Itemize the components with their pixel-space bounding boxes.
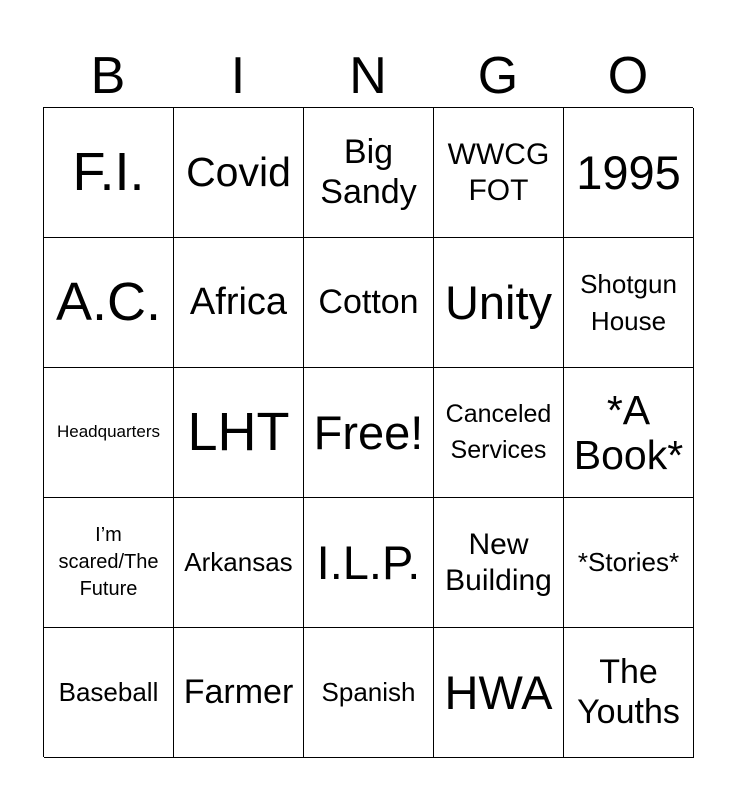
bingo-cell[interactable] bbox=[44, 498, 174, 628]
bingo-cell[interactable] bbox=[434, 628, 564, 758]
bingo-cell[interactable] bbox=[304, 628, 434, 758]
bingo-cell[interactable] bbox=[44, 368, 174, 498]
bingo-cell[interactable] bbox=[174, 368, 304, 498]
cell-label: Farmer bbox=[183, 672, 294, 711]
cell-label: Cotton bbox=[318, 282, 419, 321]
cell-label: *A Book* bbox=[573, 387, 684, 478]
header-letter-b: B bbox=[90, 47, 126, 105]
cell-label: Arkansas bbox=[184, 547, 293, 578]
header-letter-g: G bbox=[477, 47, 519, 105]
cell-label: WWCG FOT bbox=[447, 137, 550, 207]
bingo-cell[interactable] bbox=[174, 108, 304, 238]
cell-label: Big Sandy bbox=[320, 133, 417, 211]
bingo-cell[interactable] bbox=[434, 498, 564, 628]
bingo-cell[interactable] bbox=[44, 628, 174, 758]
cell-label: I’m scared/The Future bbox=[58, 524, 159, 600]
bingo-cell[interactable] bbox=[434, 368, 564, 498]
cell-label: Covid bbox=[186, 149, 291, 196]
bingo-cell[interactable] bbox=[174, 498, 304, 628]
header-letter-n: N bbox=[349, 47, 387, 105]
header-letter-i: I bbox=[230, 47, 246, 105]
cell-label: I.L.P. bbox=[316, 535, 421, 589]
bingo-cell[interactable] bbox=[434, 108, 564, 238]
cell-label: LHT bbox=[187, 402, 290, 463]
cell-label: 1995 bbox=[576, 145, 681, 199]
bingo-cell[interactable] bbox=[304, 368, 434, 498]
cell-label: The Youths bbox=[577, 653, 680, 731]
cell-label: HWA bbox=[444, 665, 553, 719]
bingo-cell[interactable] bbox=[564, 238, 694, 368]
cell-label: Spanish bbox=[321, 677, 416, 708]
bingo-cell[interactable] bbox=[304, 108, 434, 238]
bingo-cell[interactable] bbox=[434, 238, 564, 368]
cell-label: Headquarters bbox=[56, 422, 160, 442]
cell-label: A.C. bbox=[55, 272, 162, 333]
cell-label: F.I. bbox=[72, 142, 145, 203]
cell-label: New Building bbox=[445, 527, 552, 597]
bingo-cell[interactable] bbox=[304, 498, 434, 628]
bingo-cell[interactable] bbox=[44, 238, 174, 368]
header-letter-o: O bbox=[607, 47, 649, 105]
cell-label: Unity bbox=[444, 275, 553, 329]
bingo-board bbox=[43, 107, 693, 757]
bingo-cell[interactable] bbox=[564, 108, 694, 238]
bingo-cell[interactable] bbox=[304, 238, 434, 368]
cell-label: Baseball bbox=[58, 677, 159, 708]
cell-label: Shotgun House bbox=[580, 269, 677, 336]
bingo-cell[interactable] bbox=[44, 108, 174, 238]
bingo-cell[interactable] bbox=[564, 368, 694, 498]
bingo-header bbox=[43, 44, 693, 108]
bingo-cell[interactable] bbox=[564, 628, 694, 758]
cell-label: *Stories* bbox=[577, 547, 680, 578]
bingo-cell[interactable] bbox=[174, 238, 304, 368]
cell-label: Canceled Services bbox=[445, 400, 552, 464]
cell-label: Africa bbox=[189, 281, 288, 324]
bingo-cell[interactable] bbox=[564, 498, 694, 628]
bingo-cell[interactable] bbox=[174, 628, 304, 758]
cell-label: Free! bbox=[313, 405, 424, 459]
